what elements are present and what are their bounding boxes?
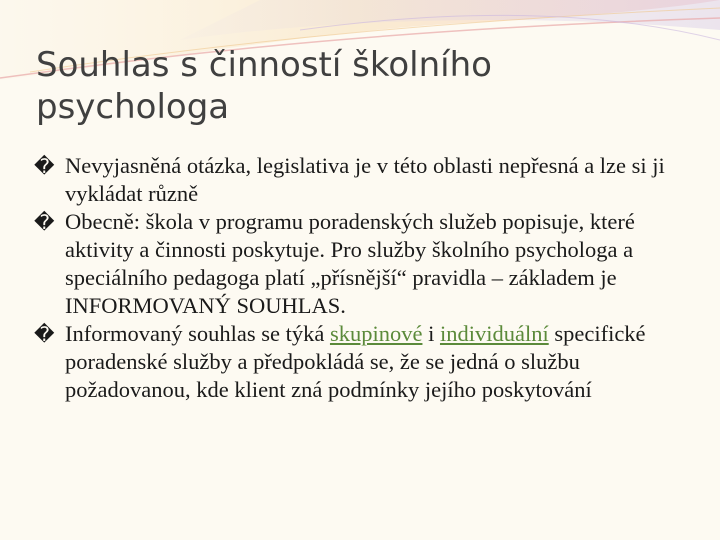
slide-body [34, 152, 684, 404]
bullet-text: Informovaný souhlas se týká [65, 321, 330, 346]
slide-title: Souhlas s činností školního psychologa [36, 45, 492, 127]
bullet-icon: � [34, 210, 55, 234]
bullet-text: Obecně: škola v programu poradenských služeb popisuje, které aktivity a činnosti poskytuje. Pro služby školního psychologa a speciálního pedagoga platí „přísnější“ pravidla – základem je INFORMOVANÝ SOUHLAS. [65, 209, 635, 318]
bullet-icon: � [34, 322, 55, 346]
bullet-text: specifické poradenské služby a předpokládá se, že se jedná o službu požadovanou, kde klient zná podmínky jejího poskytování [65, 321, 646, 402]
bullet-text: Nevyjasněná otázka, legislativa je v této oblasti nepřesná a lze si ji vykládat různě [65, 153, 665, 206]
bullet-item [34, 320, 684, 404]
link-individualni[interactable]: individuální [439, 321, 549, 346]
bullet-item [34, 152, 684, 208]
bullet-icon: � [34, 154, 55, 178]
link-skupinove[interactable]: skupinové [329, 321, 423, 346]
bullet-item [34, 208, 684, 320]
bullet-text: i [422, 321, 440, 346]
